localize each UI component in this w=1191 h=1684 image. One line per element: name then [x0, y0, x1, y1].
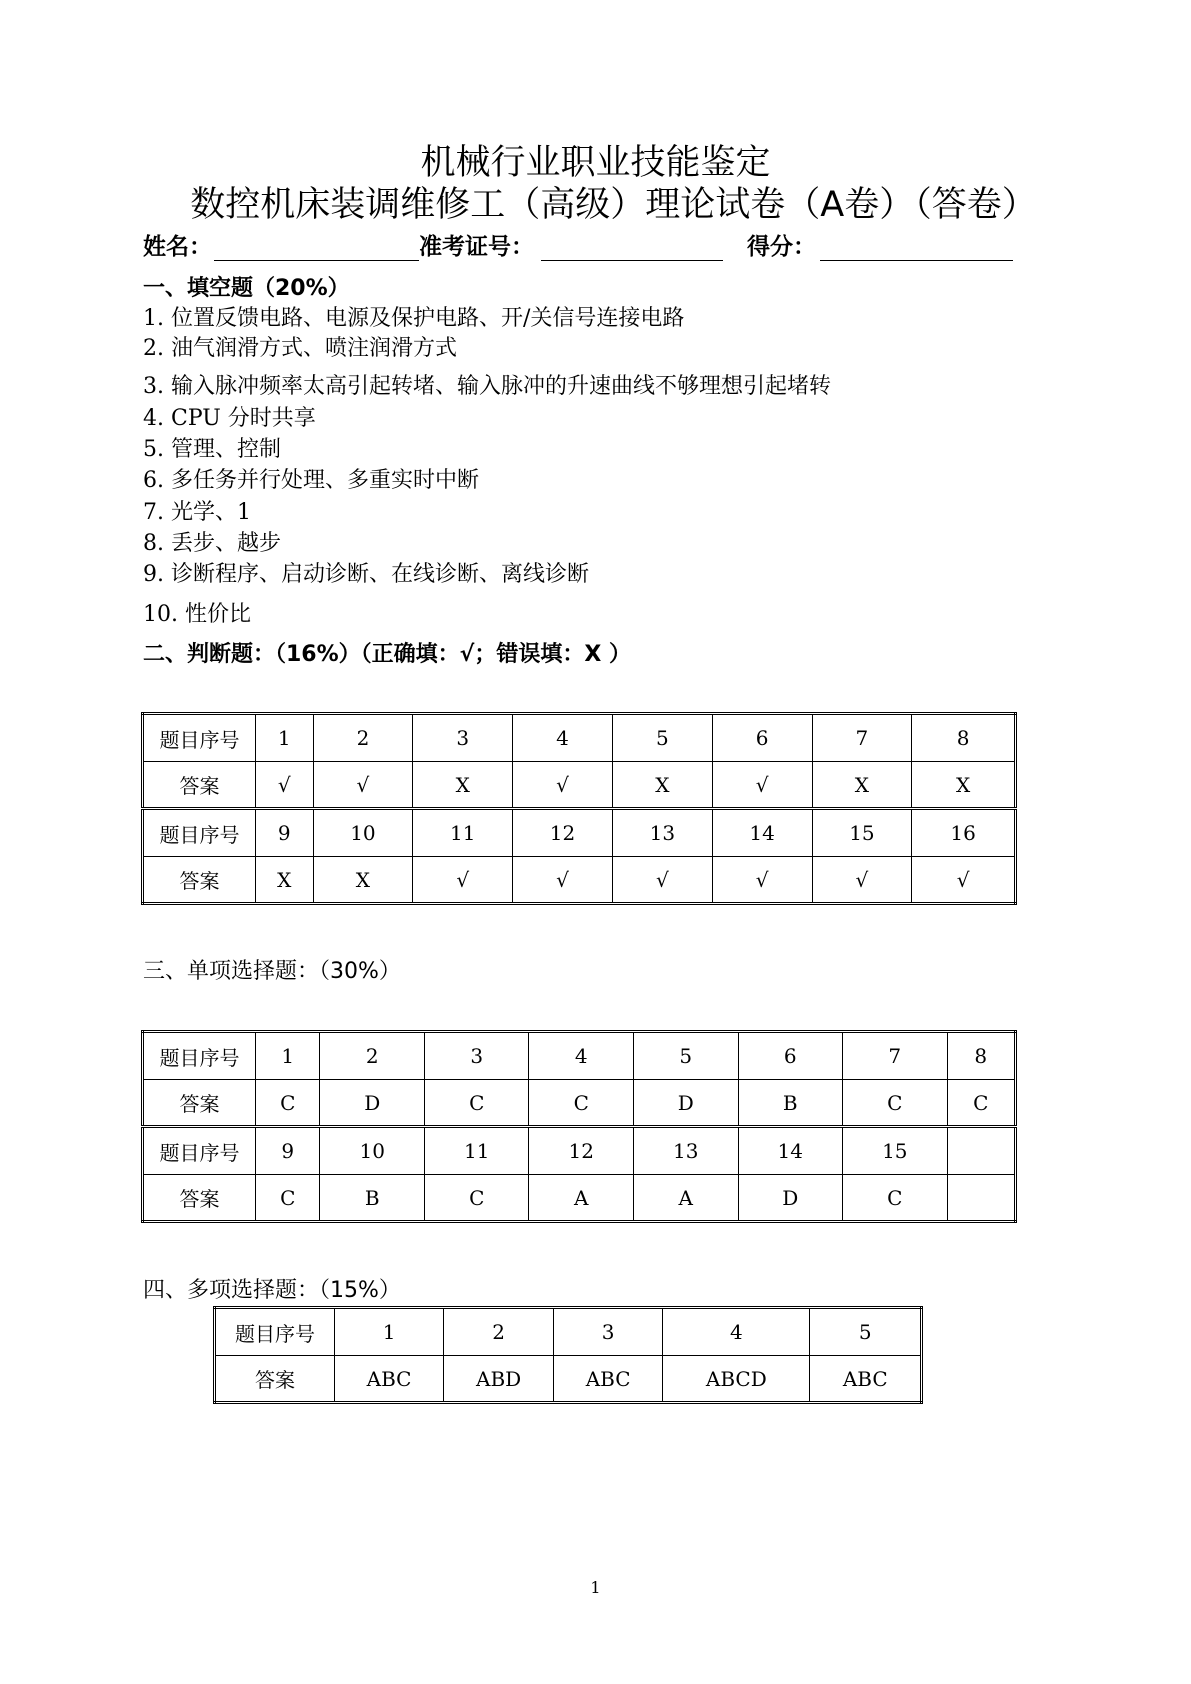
fill-item-8: 8. 丢步、越步 [143, 531, 281, 556]
table-row [143, 714, 1016, 762]
row-label: 题目序号 [143, 714, 256, 762]
question-number: 3 [424, 1032, 529, 1080]
answer-cell: C [529, 1080, 634, 1127]
fill-item-10: 10. 性价比 [143, 602, 251, 627]
question-number: 2 [313, 714, 413, 762]
answer-cell: C [424, 1080, 529, 1127]
name-field-line[interactable] [214, 260, 419, 261]
question-number: 16 [912, 809, 1016, 857]
answer-cell: C [256, 1080, 320, 1127]
question-number: 5 [612, 714, 712, 762]
row-label: 题目序号 [143, 1032, 256, 1080]
question-number: 3 [554, 1308, 663, 1356]
score-label: 得分： [747, 234, 816, 260]
question-number: 8 [912, 714, 1016, 762]
answer-cell: A [634, 1175, 739, 1222]
answer-cell: X [612, 762, 712, 809]
fill-item-6: 6. 多任务并行处理、多重实时中断 [143, 468, 479, 493]
table-row [143, 1080, 1016, 1127]
question-number: 2 [320, 1032, 425, 1080]
answer-cell: √ [413, 857, 513, 904]
answer-cell: ABC [554, 1356, 663, 1403]
question-number [947, 1127, 1015, 1175]
table-row [143, 1175, 1016, 1222]
single-choice-answer-table [141, 1030, 1017, 1223]
question-number: 2 [444, 1308, 554, 1356]
row-label: 题目序号 [215, 1308, 335, 1356]
answer-cell: X [812, 762, 912, 809]
answer-cell: X [912, 762, 1016, 809]
question-number: 12 [513, 809, 613, 857]
title-line-1: 机械行业职业技能鉴定 [420, 143, 771, 183]
answer-cell: C [843, 1175, 948, 1222]
fill-item-7: 7. 光学、1 [143, 500, 251, 525]
answer-label: 答案 [143, 857, 256, 904]
question-number: 8 [947, 1032, 1015, 1080]
section-1-title: 一、填空题（20%） [143, 276, 350, 301]
question-number: 14 [738, 1127, 843, 1175]
question-number: 5 [810, 1308, 922, 1356]
question-number: 4 [513, 714, 613, 762]
name-label: 姓名： [143, 234, 212, 260]
title-line-2: 数控机床装调维修工（高级）理论试卷（A卷）（答卷） [190, 185, 1037, 225]
table-row [143, 1127, 1016, 1175]
answer-cell: √ [256, 762, 314, 809]
table-row [215, 1308, 922, 1356]
answer-cell: X [256, 857, 314, 904]
question-number: 12 [529, 1127, 634, 1175]
question-number: 10 [313, 809, 413, 857]
answer-cell: √ [313, 762, 413, 809]
question-number: 11 [413, 809, 513, 857]
score-field-line[interactable] [820, 260, 1013, 261]
fill-item-9: 9. 诊断程序、启动诊断、在线诊断、离线诊断 [143, 562, 589, 587]
table-row [143, 857, 1016, 904]
question-number: 1 [335, 1308, 444, 1356]
answer-cell: D [634, 1080, 739, 1127]
exam-id-field-line[interactable] [541, 260, 723, 261]
page-number: 1 [590, 1578, 601, 1597]
answer-cell: C [843, 1080, 948, 1127]
table-row [143, 809, 1016, 857]
answer-cell: ABC [335, 1356, 444, 1403]
question-number: 4 [663, 1308, 810, 1356]
question-number: 6 [712, 714, 812, 762]
answer-label: 答案 [143, 1080, 256, 1127]
answer-cell: ABC [810, 1356, 922, 1403]
question-number: 1 [256, 714, 314, 762]
answer-cell: √ [912, 857, 1016, 904]
question-number: 10 [320, 1127, 425, 1175]
answer-label: 答案 [143, 762, 256, 809]
answer-cell: X [413, 762, 513, 809]
answer-cell: D [320, 1080, 425, 1127]
section-2-title: 二、判断题：（16%）（正确填：√；错误填：X ） [143, 642, 631, 667]
answer-cell: √ [612, 857, 712, 904]
question-number: 9 [256, 809, 314, 857]
question-number: 4 [529, 1032, 634, 1080]
question-number: 14 [712, 809, 812, 857]
question-number: 15 [812, 809, 912, 857]
multiple-choice-answer-table [213, 1306, 923, 1404]
fill-item-3: 3. 输入脉冲频率太高引起转堵、输入脉冲的升速曲线不够理想引起堵转 [143, 374, 831, 399]
answer-cell: C [256, 1175, 320, 1222]
answer-cell: D [738, 1175, 843, 1222]
answer-cell: X [313, 857, 413, 904]
answer-label: 答案 [143, 1175, 256, 1222]
answer-cell: A [529, 1175, 634, 1222]
table-row [143, 1032, 1016, 1080]
question-number: 6 [738, 1032, 843, 1080]
question-number: 3 [413, 714, 513, 762]
answer-label: 答案 [215, 1356, 335, 1403]
question-number: 7 [843, 1032, 948, 1080]
row-label: 题目序号 [143, 1127, 256, 1175]
table-row [143, 762, 1016, 809]
answer-cell: ABD [444, 1356, 554, 1403]
answer-cell: B [738, 1080, 843, 1127]
answer-cell [947, 1175, 1015, 1222]
question-number: 7 [812, 714, 912, 762]
answer-cell: B [320, 1175, 425, 1222]
question-number: 13 [634, 1127, 739, 1175]
fill-item-1: 1. 位置反馈电路、电源及保护电路、开/关信号连接电路 [143, 306, 685, 331]
question-number: 9 [256, 1127, 320, 1175]
fill-item-4: 4. CPU 分时共享 [143, 406, 316, 431]
question-number: 1 [256, 1032, 320, 1080]
answer-cell: C [424, 1175, 529, 1222]
answer-cell: √ [513, 762, 613, 809]
question-number: 13 [612, 809, 712, 857]
question-number: 5 [634, 1032, 739, 1080]
section-3-title: 三、单项选择题：（30%） [143, 959, 401, 984]
question-number: 11 [424, 1127, 529, 1175]
section-4-title: 四、多项选择题：（15%） [143, 1278, 401, 1303]
answer-cell: C [947, 1080, 1015, 1127]
table-row [215, 1356, 922, 1403]
answer-cell: √ [712, 762, 812, 809]
true-false-answer-table [141, 712, 1017, 905]
row-label: 题目序号 [143, 809, 256, 857]
fill-item-5: 5. 管理、控制 [143, 437, 281, 462]
answer-cell: √ [513, 857, 613, 904]
fill-item-2: 2. 油气润滑方式、喷注润滑方式 [143, 336, 457, 361]
question-number: 15 [843, 1127, 948, 1175]
answer-cell: ABCD [663, 1356, 810, 1403]
exam-id-label: 准考证号： [419, 234, 534, 260]
answer-cell: √ [812, 857, 912, 904]
answer-cell: √ [712, 857, 812, 904]
